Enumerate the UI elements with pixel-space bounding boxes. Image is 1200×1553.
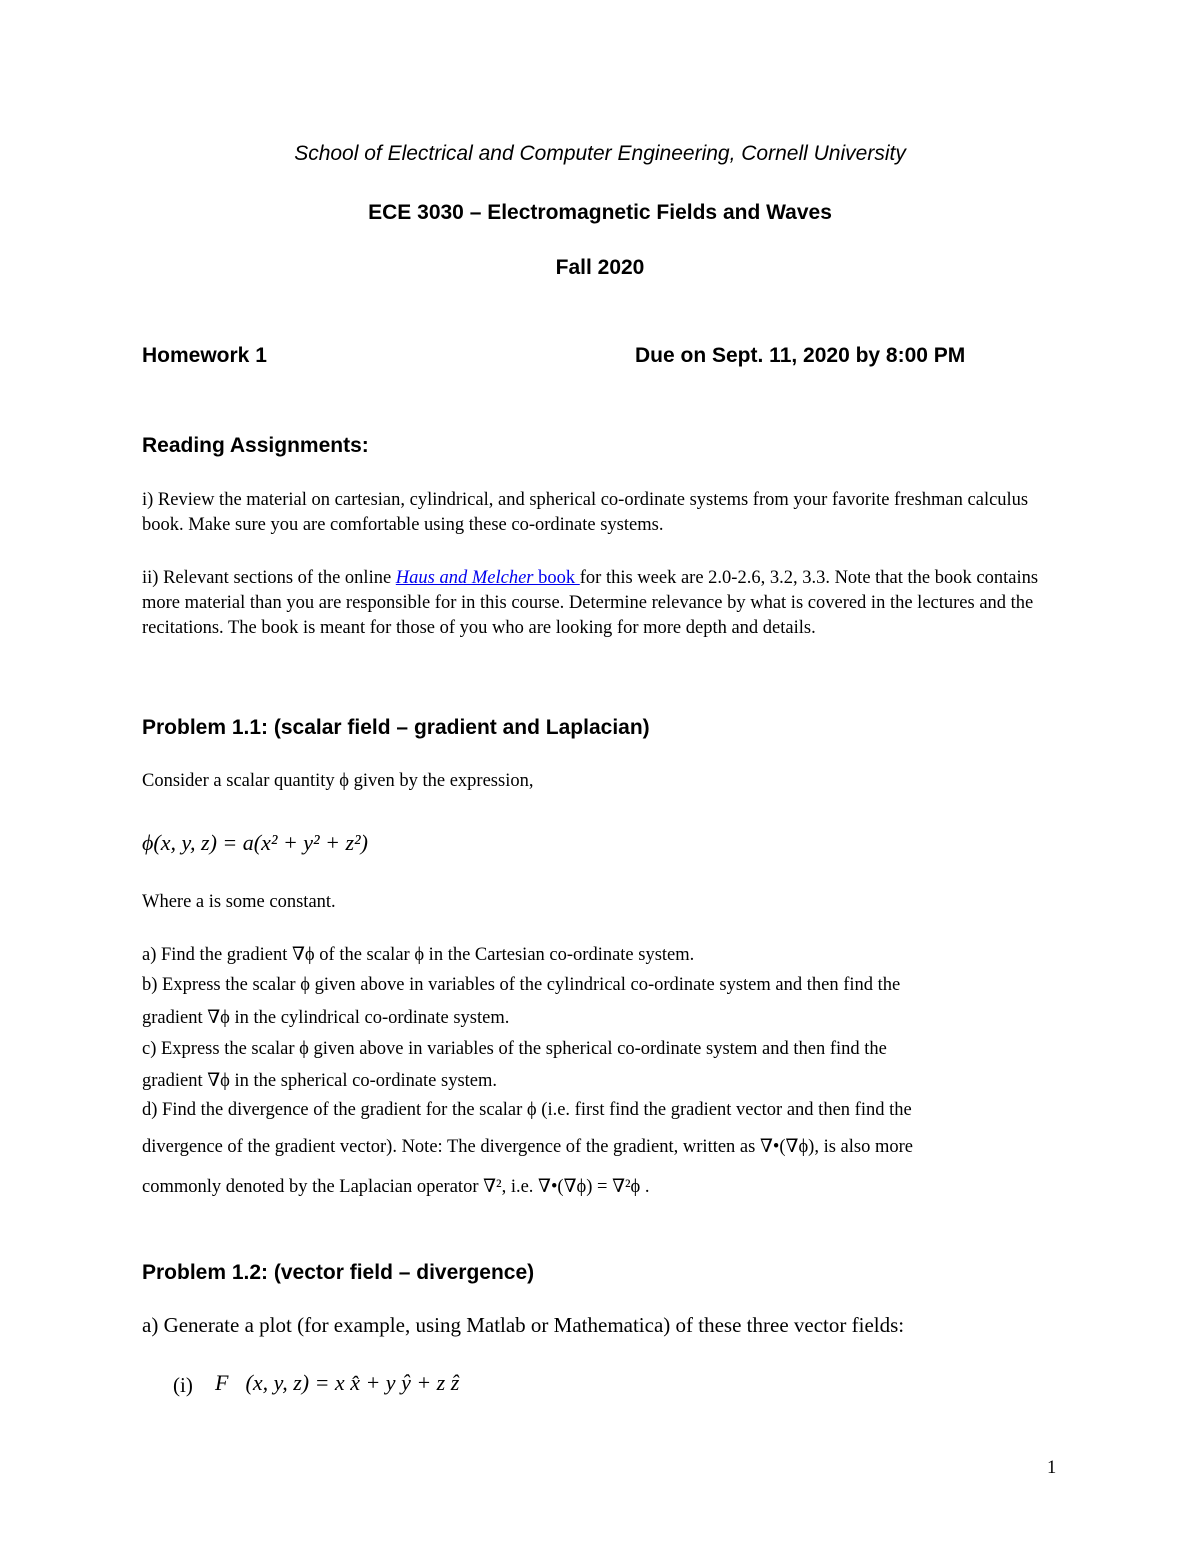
reading-heading: Reading Assignments: (142, 434, 369, 457)
haus-melcher-link-italic: Haus and Melcher (395, 568, 534, 588)
school-name: School of Electrical and Computer Engineering, Cornell University (294, 142, 906, 165)
part-c-line-1: c) Express the scalar ϕ given above in variables of the spherical co-ordinate system and then find the (142, 1039, 887, 1059)
where-constant: Where a is some constant. (142, 892, 336, 912)
part-d-line-2: divergence of the gradient vector). Note: The divergence of the gradient, written as ∇•(∇ϕ), is also more (142, 1137, 913, 1157)
page-number: 1 (1047, 1458, 1057, 1478)
problem-1-2-heading: Problem 1.2: (vector field – divergence) (142, 1261, 535, 1284)
part-c-line-2: gradient ∇ϕ in the spherical co-ordinate system. (142, 1071, 498, 1091)
part-a: a) Find the gradient ∇ϕ of the scalar ϕ in the Cartesian co-ordinate system. (142, 945, 695, 965)
reading-item-2 (142, 566, 1072, 641)
vector-field-i-equation: F⃗(x, y, z) = x x̂ + y ŷ + z ẑ (215, 1370, 460, 1395)
reading-item-1: i) Review the material on cartesian, cylindrical, and spherical co-ordinate systems from your favorite freshman calculus book. Make sure you are comfortable using these co-ordinate systems. (142, 490, 1029, 535)
phi-equation: ϕ(x, y, z) = a(x² + y² + z²) (142, 830, 368, 855)
problem-1-1-intro: Consider a scalar quantity ϕ given by the expression, (142, 771, 534, 791)
part-b-line-1: b) Express the scalar ϕ given above in variables of the cylindrical co-ordinate system and then find the (142, 975, 901, 995)
term: Fall 2020 (555, 256, 645, 279)
book-link-text: book (533, 568, 580, 588)
reading-item-2-suffix: for this week are 2.0-2.6, 3.2, 3.3. Note that the book contains more material than you are responsible for in this course. Determine relevance by what is covered in the lectures and the recitations. The book is meant for those of you who are looking for more depth and details. (142, 568, 1039, 638)
haus-melcher-book-link[interactable] (396, 568, 580, 588)
vector-field-label-i: (i) (173, 1373, 193, 1397)
part-d-line-3: commonly denoted by the Laplacian operator ∇², i.e. ∇•(∇ϕ) = ∇²ϕ . (142, 1177, 650, 1197)
problem-1-2-part-a: a) Generate a plot (for example, using Matlab or Mathematica) of these three vector fields: (142, 1313, 905, 1337)
homework-title: Homework 1 (142, 344, 267, 367)
problem-1-1-heading: Problem 1.1: (scalar field – gradient and Laplacian) (142, 716, 650, 739)
due-date: Due on Sept. 11, 2020 by 8:00 PM (635, 344, 966, 367)
part-d-line-1: d) Find the divergence of the gradient for the scalar ϕ (i.e. first find the gradient vector and then find the (142, 1100, 912, 1120)
part-b-line-2: gradient ∇ϕ in the cylindrical co-ordinate system. (142, 1008, 510, 1028)
course-title: ECE 3030 – Electromagnetic Fields and Waves (368, 201, 832, 224)
reading-item-2-prefix: ii) Relevant sections of the online (142, 568, 396, 588)
